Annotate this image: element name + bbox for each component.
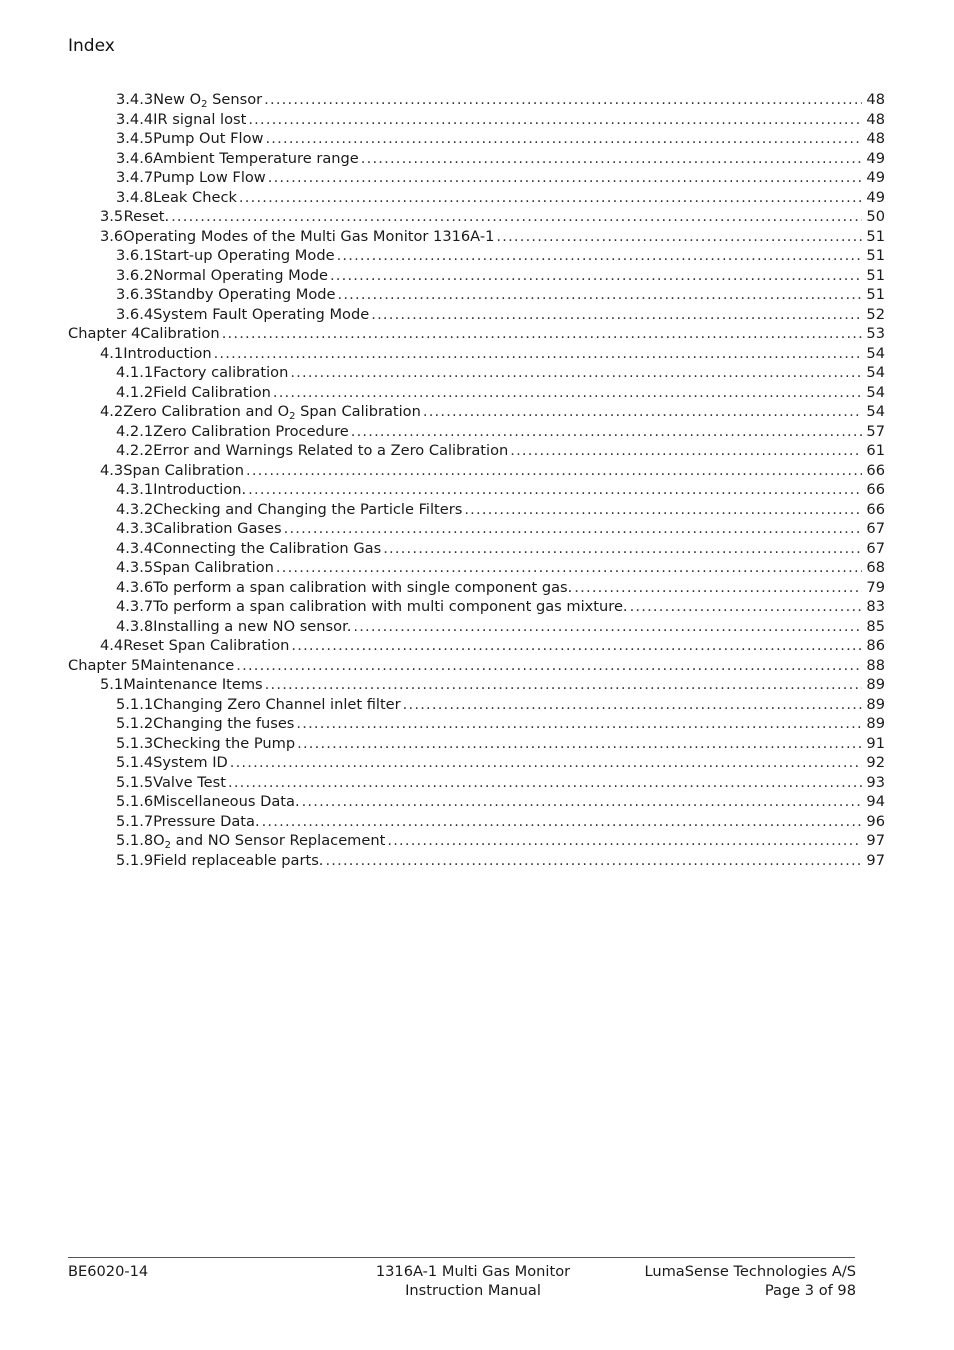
toc-entry-title: [153, 500, 462, 520]
toc-entry-title: [153, 812, 259, 832]
toc-dot-leader: [268, 168, 862, 188]
toc-entry-title: [153, 578, 572, 598]
toc-dot-leader: [230, 753, 862, 773]
toc-entry[interactable]: [68, 441, 885, 461]
toc-entry-title: [153, 792, 299, 812]
toc-entry-number: 3.5: [100, 208, 124, 225]
toc-entry-title-rest: Sensor: [207, 91, 263, 108]
toc-entry-number: 4.2.2: [116, 442, 154, 459]
toc-entry-number: 4.1: [100, 344, 124, 362]
footer-company-name: LumaSense Technologies A/S: [644, 1263, 856, 1280]
toc-entry[interactable]: [68, 285, 885, 305]
toc-entry-title-text: Introduction: [123, 344, 212, 362]
toc-entry-title-text: Calibration Gases: [153, 520, 282, 537]
toc-entry-number: 3.4.5: [116, 130, 154, 147]
toc-entry-title-text: Standby Operating Mode: [153, 286, 336, 303]
toc-entry[interactable]: [68, 773, 885, 793]
toc-entry-title-text: Reset.: [123, 208, 170, 225]
toc-entry-title-text: Valve Test: [153, 773, 226, 791]
toc-entry-number: 5.1.5: [116, 773, 154, 791]
toc-entry[interactable]: [68, 500, 885, 520]
toc-dot-leader: [574, 578, 862, 598]
toc-entry[interactable]: [68, 110, 885, 130]
toc-entry-number: 5.1.4: [116, 754, 154, 771]
toc-entry-title: [140, 656, 234, 676]
toc-entry-title: [153, 383, 271, 403]
toc-entry-title-text: IR signal lost: [153, 110, 247, 128]
toc-dot-leader: [371, 305, 862, 325]
toc-entry[interactable]: [68, 344, 885, 364]
toc-dot-leader: [510, 441, 862, 461]
toc-entry-title: [153, 110, 246, 130]
toc-entry-title: [153, 558, 274, 578]
toc-entry-subscript: 2: [201, 99, 208, 110]
toc-dot-leader: [284, 519, 862, 539]
toc-entry-title: [153, 695, 401, 715]
toc-entry-page: 91: [866, 734, 885, 752]
toc-entry-page: 97: [866, 832, 885, 849]
toc-entry[interactable]: [68, 149, 885, 169]
toc-entry[interactable]: [68, 402, 885, 422]
toc-dot-leader: [423, 402, 862, 422]
toc-entry-number: 5.1.6: [116, 793, 154, 810]
toc-entry[interactable]: [68, 617, 885, 637]
toc-dot-leader: [214, 344, 862, 364]
toc-entry-page: 51: [866, 247, 885, 264]
footer-page-number: Page 3 of 98: [764, 1282, 856, 1299]
toc-entry-page: 54: [866, 344, 885, 362]
toc-dot-leader: [273, 383, 862, 403]
toc-entry[interactable]: [68, 812, 885, 832]
toc-entry[interactable]: [68, 227, 885, 247]
toc-dot-leader: [302, 792, 862, 812]
toc-entry-page: 94: [866, 793, 885, 810]
toc-entry-number: 5.1: [100, 676, 124, 693]
toc-entry-number: 4.2: [100, 403, 124, 420]
toc-entry-page: 53: [866, 325, 885, 342]
toc-dot-leader: [330, 266, 862, 286]
toc-entry-page: 68: [866, 559, 885, 576]
toc-entry-title: [153, 597, 627, 617]
toc-dot-leader: [262, 812, 862, 832]
toc-entry-title-text: System Fault Operating Mode: [153, 305, 370, 323]
toc-entry-number: 3.4.4: [116, 110, 154, 128]
toc-entry-title-rest: and NO Sensor Replacement: [171, 832, 386, 849]
toc-entry-number: 4.3: [100, 461, 124, 479]
page-header-title: Index: [68, 36, 115, 56]
toc-dot-leader: [337, 285, 862, 305]
toc-entry-title: [153, 441, 508, 461]
toc-entry-title: [153, 422, 349, 442]
table-of-contents: [68, 90, 885, 870]
toc-entry[interactable]: [68, 636, 885, 656]
toc-entry-title-text: Field Calibration: [153, 383, 271, 401]
toc-entry[interactable]: [68, 792, 885, 812]
toc-entry[interactable]: [68, 831, 885, 851]
toc-entry-number: 3.6.4: [116, 305, 154, 323]
toc-entry-title-text: Checking the Pump: [153, 734, 296, 752]
toc-entry-title: [153, 305, 369, 325]
toc-entry-title-text: Changing the fuses: [153, 715, 295, 732]
toc-dot-leader: [630, 597, 862, 617]
toc-entry-title-text: Maintenance: [140, 656, 235, 674]
toc-entry[interactable]: [68, 461, 885, 481]
toc-entry-title: [123, 461, 244, 481]
toc-entry-title-text: Introduction.: [153, 481, 247, 498]
toc-entry[interactable]: [68, 734, 885, 754]
toc-dot-leader: [464, 500, 862, 520]
toc-entry-title-text: Calibration: [140, 325, 220, 342]
toc-dot-leader: [296, 714, 862, 734]
toc-dot-leader: [265, 675, 862, 695]
toc-entry[interactable]: [68, 168, 885, 188]
toc-entry-title: [153, 363, 288, 383]
toc-entry[interactable]: [68, 656, 885, 676]
toc-entry-title: [124, 207, 169, 227]
toc-entry-page: 88: [866, 656, 885, 674]
toc-entry-number: 4.3.2: [116, 500, 154, 518]
toc-entry-title-text: Leak Check: [153, 188, 237, 206]
toc-entry-page: 66: [866, 461, 885, 479]
toc-entry-title: [123, 402, 421, 422]
toc-dot-leader: [325, 851, 862, 871]
toc-entry-title-text: Connecting the Calibration Gas: [153, 539, 382, 557]
toc-entry-page: 51: [866, 266, 885, 284]
toc-entry-page: 93: [866, 773, 885, 791]
toc-entry-page: 79: [866, 578, 885, 596]
toc-entry-title-text: Span Calibration: [153, 559, 274, 576]
toc-entry-page: 51: [866, 227, 885, 245]
toc-dot-leader: [353, 617, 862, 637]
toc-entry-number: Chapter 5: [68, 656, 141, 674]
toc-entry-title: [153, 753, 228, 773]
footer-doc-number: BE6020-14: [68, 1263, 149, 1280]
toc-entry-title: [153, 188, 237, 208]
toc-entry-title: [153, 714, 294, 734]
toc-entry[interactable]: [68, 246, 885, 266]
toc-entry-title: [123, 675, 262, 695]
toc-entry-number: 5.1.8: [116, 832, 154, 849]
toc-entry-number: 4.1.1: [116, 364, 154, 381]
toc-dot-leader: [265, 129, 862, 149]
toc-entry-title: [153, 539, 381, 559]
toc-entry-number: 5.1.1: [116, 695, 154, 713]
toc-entry-title: [153, 831, 385, 851]
toc-entry-page: 89: [866, 695, 885, 713]
toc-entry-title: [153, 519, 281, 539]
toc-dot-leader: [387, 831, 862, 851]
toc-entry-page: 52: [866, 305, 885, 323]
toc-entry-title: [153, 285, 335, 305]
toc-entry[interactable]: [68, 519, 885, 539]
toc-entry-title: [153, 617, 351, 637]
toc-entry-number: 3.4.8: [116, 188, 154, 206]
toc-entry-page: 48: [866, 130, 885, 147]
toc-entry-number: 4.3.6: [116, 578, 154, 596]
toc-dot-leader: [248, 480, 862, 500]
toc-entry-page: 92: [866, 754, 885, 771]
toc-entry-page: 49: [866, 149, 885, 167]
toc-entry-title: [153, 734, 295, 754]
toc-entry[interactable]: [68, 324, 885, 344]
toc-entry[interactable]: [68, 480, 885, 500]
toc-entry-title-text: Field replaceable parts.: [153, 851, 324, 869]
footer-divider: [68, 1257, 855, 1258]
toc-entry-title: [153, 266, 328, 286]
toc-entry[interactable]: [68, 90, 885, 110]
toc-entry-subscript: 2: [289, 411, 296, 422]
toc-entry-page: 48: [866, 91, 885, 108]
toc-entry[interactable]: [68, 383, 885, 403]
toc-entry-page: 49: [866, 169, 885, 186]
toc-dot-leader: [297, 734, 862, 754]
toc-entry[interactable]: [68, 851, 885, 871]
toc-dot-leader: [222, 324, 862, 344]
toc-entry-title-text: Pump Out Flow: [153, 130, 264, 147]
toc-entry-page: 89: [866, 676, 885, 693]
toc-entry-title: [153, 773, 226, 793]
toc-entry-page: 66: [866, 500, 885, 518]
toc-entry-title-text: Pressure Data.: [153, 812, 260, 830]
toc-entry-page: 57: [866, 422, 885, 440]
toc-entry-title: [153, 129, 263, 149]
footer-manual-name: Instruction Manual: [405, 1282, 541, 1299]
toc-entry-title-text: Factory calibration: [153, 364, 289, 381]
toc-entry-page: 54: [866, 383, 885, 401]
toc-entry-page: 61: [866, 442, 885, 459]
toc-entry-title: [153, 851, 323, 871]
toc-entry-number: 4.3.5: [116, 559, 154, 576]
toc-entry-number: 4.3.1: [116, 481, 154, 498]
toc-entry-page: 89: [866, 715, 885, 732]
toc-entry-number: 3.6: [100, 227, 124, 245]
footer-product-name: 1316A-1 Multi Gas Monitor: [375, 1263, 571, 1280]
toc-entry-number: 3.6.1: [116, 247, 154, 264]
toc-entry-page: 67: [866, 539, 885, 557]
toc-entry-title-text: O: [153, 832, 165, 849]
toc-entry-number: 3.4.7: [116, 169, 154, 186]
toc-entry[interactable]: [68, 539, 885, 559]
toc-entry[interactable]: [68, 753, 885, 773]
toc-dot-leader: [246, 461, 862, 481]
toc-entry-title: [153, 90, 262, 110]
toc-dot-leader: [236, 656, 862, 676]
toc-entry-title-rest: Span Calibration: [295, 403, 421, 420]
toc-dot-leader: [337, 246, 862, 266]
toc-entry-number: 5.1.3: [116, 734, 154, 752]
toc-entry-title-text: Span Calibration: [123, 461, 244, 479]
toc-entry-title-text: Zero Calibration Procedure: [153, 422, 349, 440]
toc-entry[interactable]: [68, 363, 885, 383]
toc-entry[interactable]: [68, 695, 885, 715]
toc-entry-title-text: Installing a new NO sensor.: [153, 617, 352, 635]
toc-dot-leader: [351, 422, 862, 442]
toc-entry[interactable]: [68, 305, 885, 325]
toc-entry-page: 51: [866, 286, 885, 303]
toc-dot-leader: [496, 227, 862, 247]
toc-entry-number: 5.1.9: [116, 851, 154, 869]
toc-dot-leader: [403, 695, 862, 715]
toc-entry-subscript: 2: [164, 840, 172, 851]
toc-entry-number: 4.4: [100, 637, 124, 654]
toc-dot-leader: [248, 110, 862, 130]
toc-entry-page: 96: [866, 812, 885, 830]
toc-dot-leader: [171, 207, 862, 227]
toc-entry-title-text: New O: [153, 91, 202, 108]
toc-entry-page: 97: [866, 851, 885, 869]
toc-entry-title-text: Normal Operating Mode: [153, 266, 328, 284]
toc-entry-title: [123, 636, 289, 656]
toc-entry[interactable]: [68, 207, 885, 227]
toc-entry-page: 86: [866, 637, 885, 654]
toc-dot-leader: [228, 773, 862, 793]
toc-entry[interactable]: [68, 578, 885, 598]
toc-entry[interactable]: [68, 129, 885, 149]
toc-entry-page: 67: [866, 520, 885, 537]
toc-entry-title-text: Miscellaneous Data.: [153, 793, 300, 810]
toc-entry-title-text: Zero Calibration and O: [123, 403, 290, 420]
toc-entry-title-text: Operating Modes of the Multi Gas Monitor 1316A-1: [123, 227, 495, 245]
toc-dot-leader: [276, 558, 862, 578]
toc-dot-leader: [239, 188, 862, 208]
toc-entry-page: 54: [866, 364, 885, 381]
toc-dot-leader: [264, 90, 862, 110]
toc-entry-title-text: Ambient Temperature range: [153, 149, 359, 167]
toc-entry-title-text: To perform a span calibration with multi component gas mixture.: [153, 598, 628, 615]
toc-entry-number: 3.4.6: [116, 149, 154, 167]
toc-entry-number: 3.6.2: [116, 266, 154, 284]
toc-entry-title: [153, 480, 246, 500]
toc-entry-number: 4.1.2: [116, 383, 154, 401]
toc-entry-number: 4.3.3: [116, 520, 154, 537]
toc-entry-title-text: Start-up Operating Mode: [153, 247, 335, 264]
toc-entry[interactable]: [68, 422, 885, 442]
toc-entry-title-text: Pump Low Flow: [153, 169, 266, 186]
toc-entry-page: 50: [866, 208, 885, 225]
toc-entry-title: [140, 324, 219, 344]
toc-entry-page: 48: [866, 110, 885, 128]
toc-entry-title-text: Error and Warnings Related to a Zero Calibration: [153, 442, 509, 459]
toc-entry-number: 3.4.3: [116, 91, 154, 108]
toc-entry-title-text: Checking and Changing the Particle Filters: [153, 500, 463, 518]
toc-entry-page: 49: [866, 188, 885, 206]
toc-dot-leader: [361, 149, 862, 169]
toc-entry-number: 4.3.4: [116, 539, 154, 557]
toc-entry-title-text: Maintenance Items: [123, 676, 263, 693]
toc-entry-number: 4.2.1: [116, 422, 154, 440]
toc-entry-title: [153, 168, 266, 188]
toc-entry-title-text: Changing Zero Channel inlet filter: [153, 695, 401, 713]
toc-entry-title: [123, 344, 211, 364]
toc-entry-number: Chapter 4: [68, 325, 141, 342]
toc-entry-page: 85: [866, 617, 885, 635]
toc-entry-number: 4.3.8: [116, 617, 154, 635]
toc-entry-number: 4.3.7: [116, 598, 154, 615]
toc-dot-leader: [290, 363, 862, 383]
toc-entry[interactable]: [68, 188, 885, 208]
toc-entry-page: 54: [866, 403, 885, 420]
footer-company: [600, 1262, 856, 1300]
toc-entry[interactable]: [68, 558, 885, 578]
toc-entry-number: 5.1.2: [116, 715, 154, 732]
footer-product: [340, 1262, 606, 1300]
toc-dot-leader: [383, 539, 862, 559]
toc-entry-page: 83: [866, 598, 885, 615]
toc-entry-title-text: System ID: [153, 754, 228, 771]
toc-entry[interactable]: [68, 266, 885, 286]
toc-entry-number: 5.1.7: [116, 812, 154, 830]
toc-entry[interactable]: [68, 675, 885, 695]
toc-entry-title: [153, 149, 359, 169]
toc-dot-leader: [291, 636, 862, 656]
toc-entry-title-text: To perform a span calibration with single component gas.: [153, 578, 573, 596]
toc-entry-page: 66: [866, 481, 885, 498]
toc-entry-title-text: Reset Span Calibration: [123, 637, 290, 654]
toc-entry-title: [123, 227, 494, 247]
toc-entry-title: [153, 246, 334, 266]
toc-entry[interactable]: [68, 714, 885, 734]
toc-entry[interactable]: [68, 597, 885, 617]
toc-entry-number: 3.6.3: [116, 286, 154, 303]
